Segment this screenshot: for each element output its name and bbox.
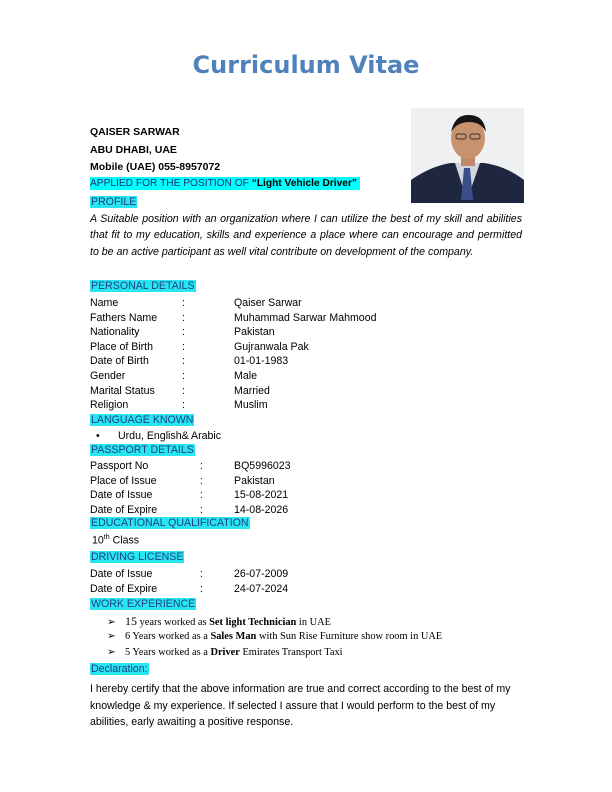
personal-detail-row-separator: : [182, 311, 185, 324]
passport-detail-row-label: Place of Issue [90, 474, 157, 487]
personal-detail-row-label: Nationality [90, 326, 140, 339]
work-experience-heading: WORK EXPERIENCE [91, 598, 196, 610]
personal-detail-row-separator: : [182, 384, 185, 397]
personal-detail-row-value: Male [234, 370, 257, 382]
candidate-city: ABU DHABI, UAE [90, 144, 177, 156]
personal-detail-row-value: 01-01-1983 [234, 355, 289, 368]
driving-license-row-separator: : [200, 582, 203, 595]
personal-detail-row-label: Religion [90, 399, 129, 412]
document-title: Curriculum Vitae [192, 51, 420, 79]
work-experience-item: ➢ 6 Years worked as a Sales Man with Sun Rise Furniture show room in UAE [107, 630, 443, 642]
personal-detail-row-separator: : [182, 297, 185, 309]
passport-detail-row-separator: : [200, 503, 203, 516]
declaration-heading: Declaration: [91, 663, 148, 675]
personal-detail-row-separator: : [182, 370, 185, 382]
passport-detail-row-value: Pakistan [234, 474, 275, 487]
personal-detail-row-separator: : [182, 340, 185, 353]
driving-license-row-label: Date of Issue [90, 568, 153, 580]
candidate-name: QAISER SARWAR [90, 126, 180, 138]
personal-detail-row-value: Qaiser Sarwar [234, 297, 302, 309]
bullet-icon: • [96, 430, 100, 442]
personal-detail-row-label: Place of Birth [90, 340, 154, 353]
personal-detail-row-separator: : [182, 326, 185, 339]
passport-detail-row-separator: : [200, 489, 203, 502]
passport-detail-row-label: Date of Issue [90, 489, 153, 502]
personal-detail-row-label: Marital Status [90, 384, 155, 397]
work-experience-item: ➢ 15 years worked as Set light Technician in UAE [107, 614, 331, 628]
personal-detail-row-label: Fathers Name [90, 311, 158, 324]
arrow-bullet-icon: ➢ [107, 630, 116, 642]
passport-heading: PASSPORT DETAILS [91, 444, 194, 456]
passport-detail-row-label: Date of Expire [90, 503, 158, 516]
personal-detail-row-value: Gujranwala Pak [234, 340, 309, 353]
candidate-mobile: Mobile (UAE) 055-8957072 [90, 161, 221, 173]
profile-text: A Suitable position with an organization where I can utilize the best of my skill and abilities that fit to my education, skills and experience a place where can encourage and permitted to be an active participant as well vital contribute on development of the company. [90, 213, 522, 258]
education-item: 10th Class [92, 534, 140, 547]
personal-detail-row-label: Gender [90, 370, 126, 382]
personal-details-heading: PERSONAL DETAILS [91, 280, 195, 292]
personal-detail-row-separator: : [182, 355, 185, 368]
passport-detail-row-value: BQ5996023 [234, 460, 291, 472]
applied-position-line [90, 177, 360, 190]
language-heading: LANGUAGE KNOWN [91, 414, 194, 426]
passport-detail-row-value: 14-08-2026 [234, 503, 289, 516]
arrow-bullet-icon: ➢ [107, 617, 116, 628]
driving-license-row-label: Date of Expire [90, 582, 158, 595]
driving-license-row-value: 26-07-2009 [234, 568, 289, 580]
profile-photo [411, 108, 524, 203]
personal-detail-row-separator: : [182, 399, 185, 412]
education-heading: EDUCATIONAL QUALIFICATION [91, 517, 249, 529]
arrow-bullet-icon: ➢ [107, 646, 116, 658]
passport-detail-row-separator: : [200, 460, 203, 472]
driving-license-row-separator: : [200, 568, 203, 580]
personal-detail-row-label: Date of Birth [90, 355, 149, 368]
applied-position: “Light Vehicle Driver” [251, 178, 358, 189]
driving-license-heading: DRIVING LICENSE [91, 551, 184, 563]
personal-detail-row-value: Married [234, 384, 270, 397]
profile-heading: PROFILE [91, 196, 137, 208]
passport-detail-row-value: 15-08-2021 [234, 489, 289, 502]
person-photo-icon [411, 108, 524, 203]
work-experience-item: ➢ 5 Years worked as a Driver Emirates Transport Taxi [107, 646, 343, 658]
personal-detail-row-label: Name [90, 297, 119, 309]
declaration-text: I hereby certify that the above information are true and correct according to the best of my knowledge & my experience. If selected I assure that I would perform to the best of my abilities, early awaiting a positive response. [90, 683, 511, 728]
passport-detail-row-separator: : [200, 474, 203, 487]
personal-detail-row-value: Pakistan [234, 326, 275, 339]
driving-license-row-value: 24-07-2024 [234, 582, 289, 595]
passport-detail-row-label: Passport No [90, 460, 149, 472]
applied-prefix: APPLIED FOR THE POSITION OF [90, 178, 252, 189]
personal-detail-row-value: Muslim [234, 399, 268, 412]
personal-detail-row-value: Muhammad Sarwar Mahmood [234, 311, 377, 324]
